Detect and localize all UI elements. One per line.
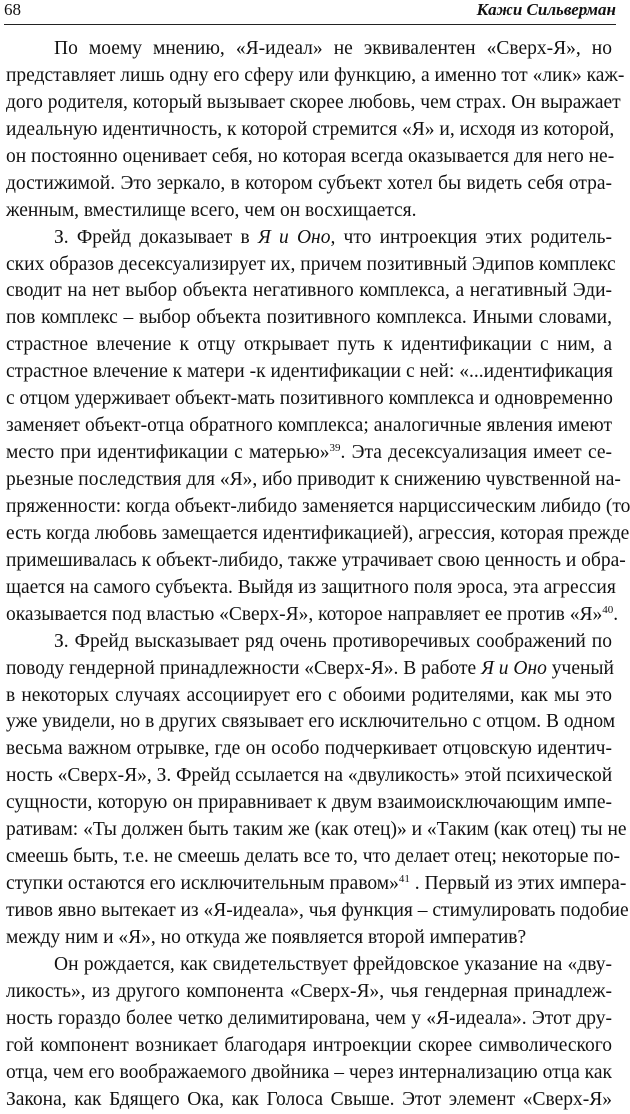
- text-segment: поводу гендерной принадлежности «Сверх-Я». В работе: [6, 657, 482, 679]
- text-segment: По моему мнению, «Я-идеал» не эквивалентен «Сверх-Я», но: [54, 38, 612, 59]
- text-segment: ность гораздо более четко делимитирована, чем у «Я-идеала». Этот дру-: [6, 1007, 612, 1029]
- text-segment: женным, вместилище всего, чем он восхищается.: [6, 199, 417, 221]
- text-segment: что интроекция этих родитель-: [335, 226, 612, 248]
- body-text: [6, 36, 630, 1114]
- text-segment: заменяет объект-отца обратного комплекса; аналогичные явления имеют: [6, 415, 612, 437]
- text-segment: примешивалась к объект-либидо, также утрачивает свою ценность и обра-: [6, 549, 626, 571]
- text-segment: .: [613, 603, 619, 625]
- text-segment: он постоянно оценивает себя, но которая всегда оказывается для него не-: [6, 145, 615, 167]
- text-line: [6, 629, 612, 656]
- text-segment: сущности, которую он приравнивает к двум взаимоисключающим импе-: [6, 792, 612, 814]
- text-segment: уже увидели, но в других связывает его исключительно с отцом. В одном: [6, 711, 616, 733]
- text-segment: оказывается под властью «Сверх-Я», которое направляет ее против «Я»: [6, 603, 603, 625]
- text-line: [6, 575, 616, 602]
- text-segment: Закона, как Бдящего Ока, как Голоса Свыше. Этот элемент «Сверх-Я»: [6, 1088, 612, 1110]
- text-segment: сводит на нет выбор объекта негативного комплекса, а негативный Эди-: [6, 280, 612, 302]
- text-line: [6, 63, 625, 90]
- text-line: [6, 521, 630, 548]
- text-line: [6, 952, 612, 979]
- text-line: [6, 36, 612, 63]
- text-segment: гой компонент возникает благодаря интроекции скорее символического: [6, 1034, 612, 1056]
- footnote-ref[interactable]: 41: [398, 873, 410, 886]
- text-line: [6, 1087, 612, 1114]
- text-line: [6, 602, 619, 629]
- text-segment: весьма важном отрывке, где он особо подчеркивает отцовскую идентич-: [6, 738, 612, 760]
- text-segment: щается на самого субъекта. Выйдя из защитного поля эроса, эта агрессия: [6, 576, 616, 598]
- text-line: [6, 90, 621, 117]
- text-line: [6, 871, 627, 898]
- text-line: [6, 305, 612, 332]
- text-segment: ученый: [546, 657, 614, 679]
- text-segment: место при идентификации с матерью»: [6, 442, 330, 464]
- text-segment: идеальную идентичность, к которой стремится «Я» и, исходя из которой,: [6, 118, 615, 140]
- page-header: [4, 0, 616, 25]
- text-segment: пряженности: когда объект-либидо заменяется нарциссическим либидо (то: [6, 495, 630, 517]
- text-segment: с отцом удерживает объект-мать позитивного комплекса и одновременно: [6, 388, 613, 410]
- text-line: [6, 709, 616, 736]
- text-line: [6, 844, 620, 871]
- text-line: [6, 763, 612, 790]
- italic-title: Я и Оно: [481, 657, 547, 679]
- text-line: [6, 1060, 612, 1087]
- page-number: 68: [4, 0, 21, 19]
- text-segment: смеешь быть, т.е. не смеешь делать все то, что делает отец; некоторые по-: [6, 846, 620, 868]
- text-segment: есть когда любовь замещается идентификацией), агрессия, которая прежде: [6, 522, 630, 544]
- running-title: Кажи Сильверман: [476, 0, 616, 19]
- text-line: [6, 278, 612, 305]
- text-segment: ность «Сверх-Я», З. Фрейд ссылается на «двуликость» этой психической: [6, 765, 613, 787]
- text-line: [6, 979, 612, 1006]
- text-segment: . Первый из этих импера-: [409, 873, 627, 895]
- text-segment: достижимой. Это зеркало, в котором субъект хотел бы видеть себя отра-: [6, 172, 612, 194]
- footnote-ref[interactable]: 39: [329, 442, 341, 455]
- text-segment: ративам: «Ты должен быть таким же (как отец)» и «Таким (как отец) ты не: [6, 819, 627, 841]
- text-line: [6, 440, 612, 467]
- text-segment: . Эта десексуализация имеет се-: [340, 442, 612, 464]
- text-segment: ликость», из другого компонента «Сверх-Я», чья гендерная принадлеж-: [6, 980, 612, 1002]
- text-line: [6, 413, 612, 440]
- text-line: [6, 467, 621, 494]
- footnote-ref[interactable]: 40: [602, 603, 614, 616]
- text-line: [6, 656, 612, 683]
- text-segment: З. Фрейд высказывает ряд очень противоречивых соображений по: [54, 630, 612, 652]
- text-line: [6, 790, 612, 817]
- text-segment: между ним и «Я», но откуда же появляется второй императив?: [6, 926, 527, 948]
- text-segment: рьезные последствия для «Я», ибо приводит к снижению чувственной на-: [6, 469, 621, 490]
- text-segment: страстное влечение к отцу открывает путь к идентификации с ним, а: [6, 334, 612, 356]
- text-segment: страстное влечение к матери -к идентификации с ней: «...идентификация: [6, 361, 613, 383]
- italic-title: Я и Оно,: [257, 226, 336, 248]
- text-line: [6, 359, 612, 386]
- text-line: [6, 548, 626, 575]
- text-segment: отца, чем его воображаемого двойника – через интернализацию отца как: [6, 1061, 612, 1083]
- text-line: [6, 198, 612, 225]
- text-line: [6, 898, 629, 925]
- text-line: [6, 925, 612, 952]
- text-line: [6, 386, 612, 413]
- text-segment: в некоторых случаях ассоциирует его с обоими родителями, как мы это: [6, 684, 612, 706]
- text-line: [6, 225, 612, 252]
- text-line: [6, 1033, 612, 1060]
- text-segment: пов комплекс – выбор объекта позитивного комплекса. Иными словами,: [6, 307, 612, 329]
- text-segment: дого родителя, который вызывает скорее любовь, чем страх. Он выражает: [6, 91, 621, 113]
- text-line: [6, 252, 616, 279]
- text-line: [6, 1006, 612, 1033]
- text-segment: представляет лишь одну его сферу или функцию, а именно тот «лик» каж-: [6, 64, 625, 86]
- text-line: [6, 736, 612, 763]
- text-line: [6, 683, 612, 710]
- text-line: [6, 817, 627, 844]
- text-line: [6, 144, 615, 171]
- text-segment: З. Фрейд доказывает в: [54, 226, 258, 248]
- text-segment: Он рождается, как свидетельствует фрейдовское указание на «дву-: [54, 953, 612, 975]
- text-line: [6, 494, 630, 521]
- text-segment: ских образов десексуализирует их, причем позитивный Эдипов комплекс: [6, 253, 616, 275]
- text-segment: тивов явно вытекает из «Я-идеала», чья функция – стимулировать подобие: [6, 900, 629, 921]
- text-line: [6, 332, 612, 359]
- text-line: [6, 171, 612, 198]
- text-segment: ступки остаются его исключительным правом»: [6, 873, 399, 895]
- text-line: [6, 117, 615, 144]
